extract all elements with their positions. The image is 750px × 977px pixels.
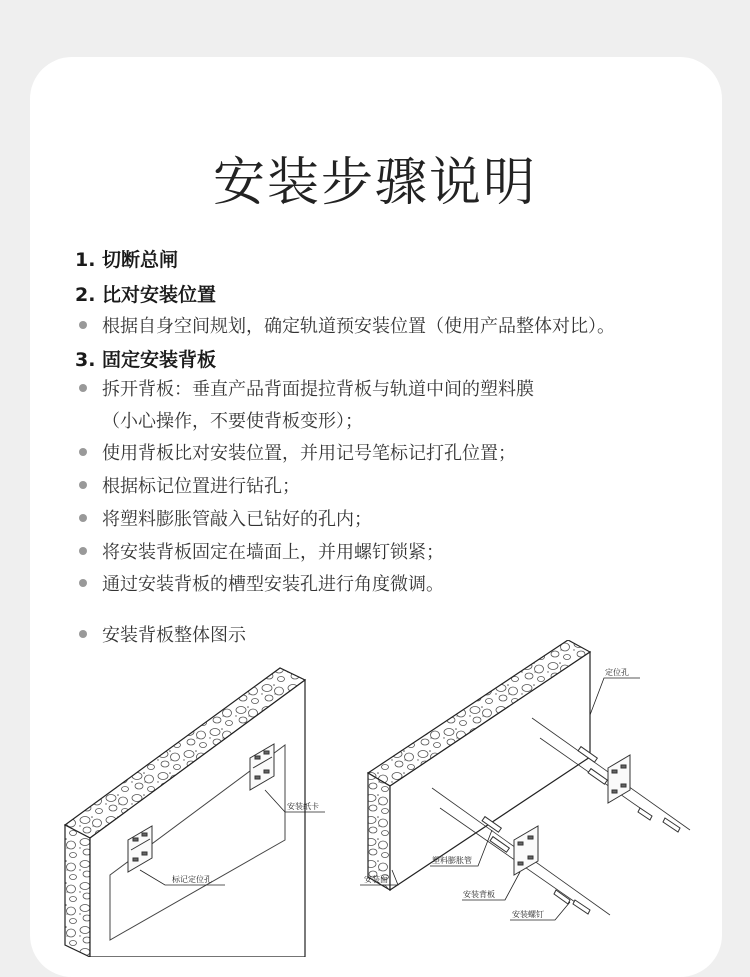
figure-caption: 安装背板整体图示 [102,625,246,646]
label-screw: 安装螺钉 [512,910,544,919]
leader-position-hole [590,678,640,715]
bullet-dot [79,384,87,392]
page-title: 安装步骤说明 [212,153,537,213]
wall-front-face [90,680,305,957]
label-plastic-anchor: 塑料膨胀管 [432,856,472,865]
label-install-card: 安装纸卡 [287,802,319,811]
step-3-bullet-1: 拆开背板：垂直产品背面提拉背板与轨道中间的塑料膜 [102,379,534,400]
bullet-dot [79,448,87,456]
plate-left [514,826,538,875]
label-back-plate: 安装背板 [463,890,495,899]
right-wall-figure [360,640,690,920]
screws [554,808,680,914]
wall-side-face [65,825,90,957]
label-position-hole: 定位孔 [605,668,629,677]
step-3-bullet-1-cont: （小心操作，不要使背板变形）； [102,411,363,432]
bullet-dot [79,321,87,329]
step-3-bullet-4: 将塑料膨胀管敲入已钻好的孔内； [102,509,372,530]
wall-front-face [390,652,590,890]
bullet-dot [79,630,87,638]
left-wall-figure [65,668,325,957]
label-install-surface: 安装面 [364,875,388,884]
step-3-bullet-2: 使用背板比对安装位置，并用记号笔标记打孔位置； [102,443,516,464]
step-2-heading: 2. 比对安装位置 [75,284,217,306]
bullet-dot [79,514,87,522]
step-3-bullet-6: 通过安装背板的槽型安装孔进行角度微调。 [102,574,444,595]
step-3-bullet-5: 将安装背板固定在墙面上，并用螺钉锁紧； [102,542,444,563]
label-mark-hole: 标记定位孔 [172,875,212,884]
installation-diagram [0,640,750,957]
wall-side-face [368,773,390,890]
step-3-bullet-3: 根据标记位置进行钻孔； [102,476,300,497]
step-1-heading: 1. 切断总闸 [75,249,179,271]
bullet-dot [79,547,87,555]
bullet-dot [79,481,87,489]
plate-right [608,755,630,803]
bullet-dot [79,579,87,587]
step-2-bullet-1: 根据自身空间规划，确定轨道预安装位置（使用产品整体对比）。 [102,316,615,337]
step-3-heading: 3. 固定安装背板 [75,349,217,371]
